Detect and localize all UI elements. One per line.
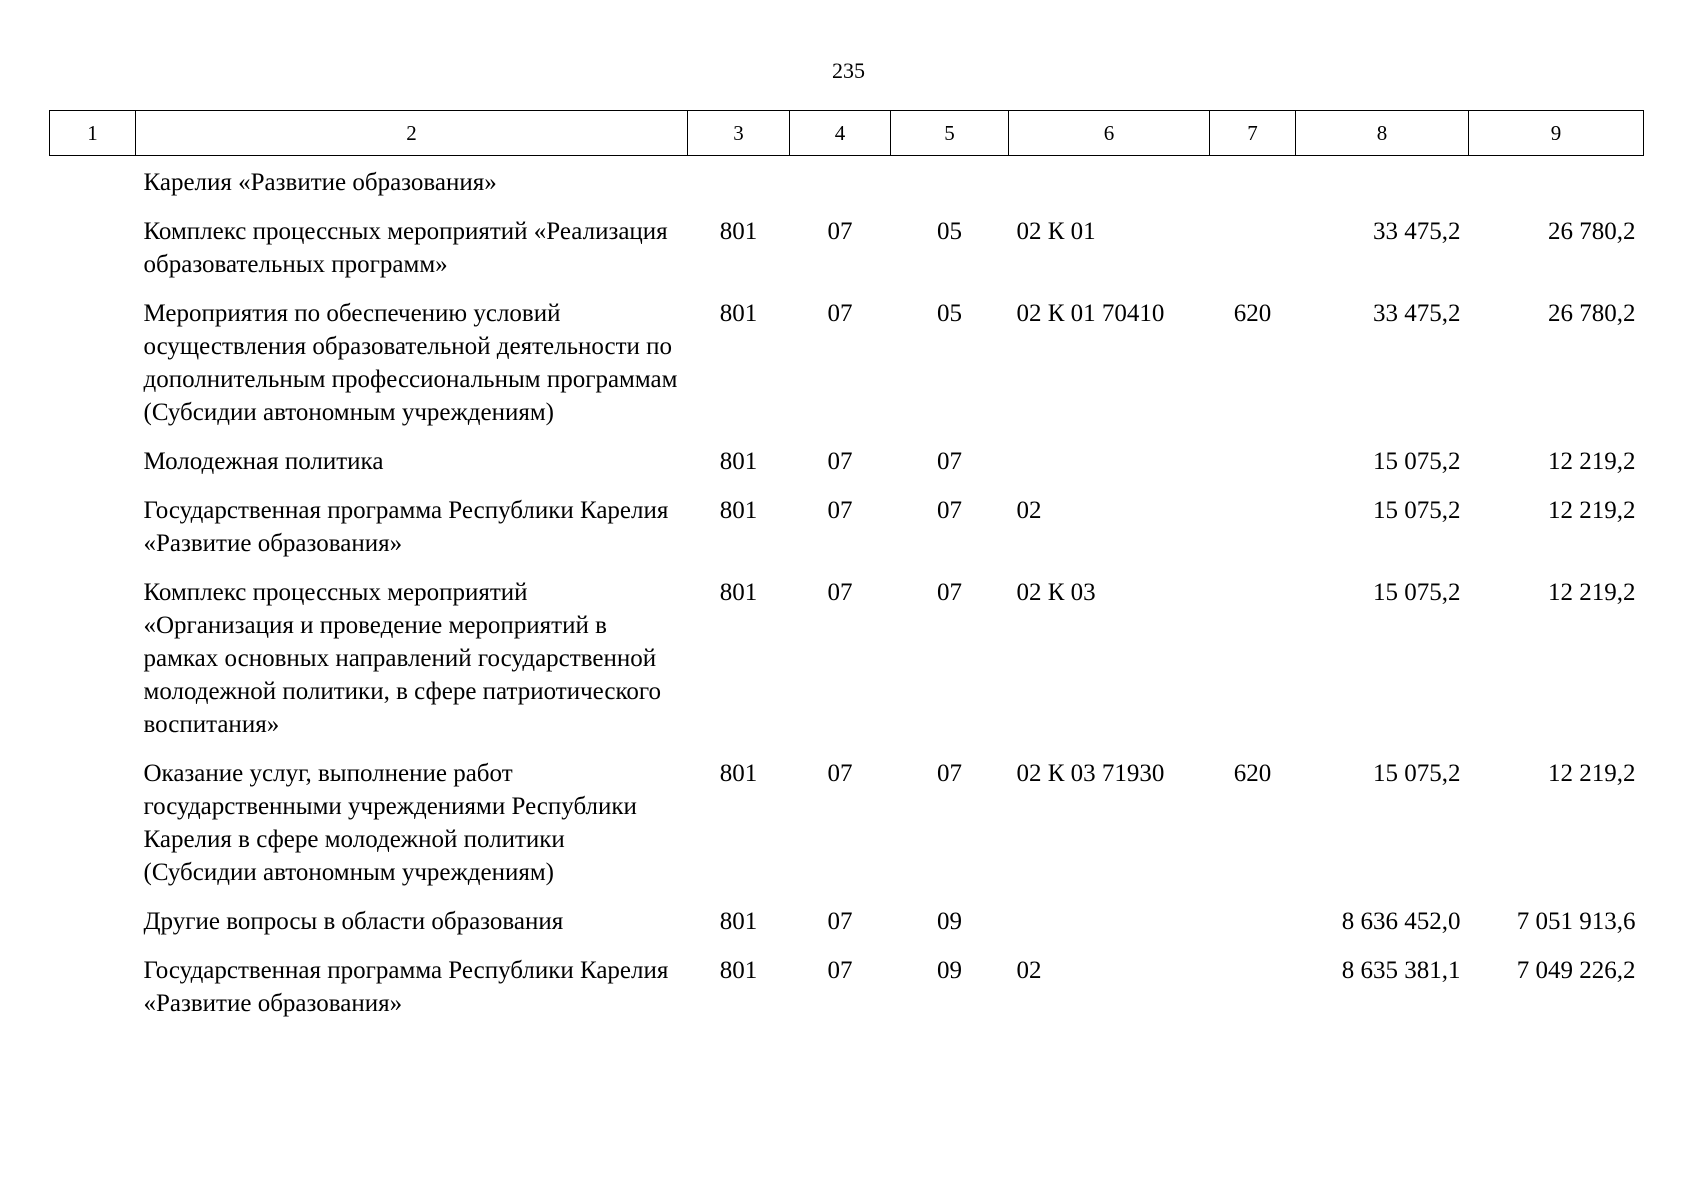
- budget-table: [49, 110, 1644, 1036]
- table-row: [50, 576, 1644, 757]
- cell-admin-code: 801: [719, 957, 758, 984]
- cell-amount-1: 15 075,2: [1373, 760, 1461, 787]
- table-row: [50, 445, 1644, 494]
- cell-expense-type: [1210, 445, 1296, 494]
- cell-target-article: 02 К 03: [1016, 579, 1096, 606]
- cell-col-1: [50, 905, 136, 954]
- cell-admin-code: 801: [719, 908, 758, 935]
- cell-name: Мероприятия по обеспечению условий осуществления образовательной деятельности по дополнительным профессиональным программам (Субсидии автономным учреждениям): [143, 300, 678, 426]
- cell-subsection: 09: [937, 908, 962, 935]
- cell-expense-type: [1210, 954, 1296, 1036]
- cell-amount-1: 33 475,2: [1373, 300, 1461, 327]
- cell-col-1: [50, 494, 136, 576]
- cell-col-1: [50, 156, 136, 216]
- cell-section: 07: [827, 957, 853, 984]
- cell-admin-code: 801: [719, 579, 758, 606]
- cell-expense-type: 620: [1233, 300, 1272, 327]
- cell-admin-code: 801: [719, 218, 758, 245]
- cell-col-1: [50, 215, 136, 297]
- cell-amount-1: 15 075,2: [1373, 579, 1461, 606]
- cell-admin-code: [688, 156, 790, 216]
- cell-subsection: 07: [937, 497, 962, 524]
- cell-admin-code: 801: [719, 497, 758, 524]
- cell-name: Комплекс процессных мероприятий «Организация и проведение мероприятий в рамках основных направлений государственной молодежной политики, в сфере патриотического воспитания»: [143, 579, 661, 738]
- cell-section: 07: [827, 218, 853, 245]
- cell-target-article: [1009, 445, 1210, 494]
- cell-col-1: [50, 297, 136, 445]
- cell-section: 07: [827, 300, 853, 327]
- cell-amount-1: 8 635 381,1: [1341, 957, 1461, 984]
- cell-subsection: [891, 156, 1009, 216]
- cell-target-article: [1009, 156, 1210, 216]
- cell-expense-type: [1210, 215, 1296, 297]
- cell-expense-type: [1210, 576, 1296, 757]
- header-col-9: 9: [1469, 111, 1644, 156]
- cell-expense-type: [1210, 905, 1296, 954]
- cell-expense-type: [1210, 156, 1296, 216]
- cell-amount-1: 33 475,2: [1373, 218, 1461, 245]
- header-col-2: 2: [136, 111, 688, 156]
- cell-amount-2: 12 219,2: [1548, 760, 1636, 787]
- cell-target-article: 02 К 01: [1016, 218, 1096, 245]
- cell-amount-1: [1296, 156, 1469, 216]
- cell-col-1: [50, 576, 136, 757]
- cell-subsection: 07: [937, 760, 962, 787]
- cell-amount-2: 26 780,2: [1548, 300, 1636, 327]
- cell-subsection: 09: [937, 957, 962, 984]
- cell-name: Оказание услуг, выполнение работ государственными учреждениями Республики Карелия в сфере молодежной политики (Субсидии автономным учреждениям): [143, 760, 637, 886]
- cell-name: Другие вопросы в области образования: [143, 908, 564, 935]
- header-col-8: 8: [1296, 111, 1469, 156]
- cell-section: 07: [827, 448, 853, 475]
- cell-col-1: [50, 757, 136, 905]
- cell-subsection: 05: [937, 300, 962, 327]
- header-row: [50, 111, 1644, 156]
- header-col-5: 5: [891, 111, 1009, 156]
- cell-amount-2: 26 780,2: [1548, 218, 1636, 245]
- header-col-6: 6: [1009, 111, 1210, 156]
- cell-col-1: [50, 954, 136, 1036]
- cell-amount-2: [1469, 156, 1644, 216]
- table-row: [50, 757, 1644, 905]
- header-col-4: 4: [790, 111, 891, 156]
- cell-section: [790, 156, 891, 216]
- cell-subsection: 05: [937, 218, 962, 245]
- table-header: [50, 111, 1644, 156]
- table-row: [50, 905, 1644, 954]
- table-row: [50, 954, 1644, 1036]
- cell-target-article: [1009, 905, 1210, 954]
- cell-amount-2: 12 219,2: [1548, 579, 1636, 606]
- cell-amount-1: 15 075,2: [1373, 448, 1461, 475]
- cell-name: Государственная программа Республики Карелия «Развитие образования»: [143, 497, 669, 557]
- cell-col-1: [50, 445, 136, 494]
- cell-admin-code: 801: [719, 448, 758, 475]
- table-row: [50, 494, 1644, 576]
- cell-section: 07: [827, 579, 853, 606]
- table-row: [50, 215, 1644, 297]
- cell-amount-2: 12 219,2: [1548, 448, 1636, 475]
- cell-section: 07: [827, 497, 853, 524]
- cell-target-article: 02: [1016, 497, 1042, 524]
- table-body: [50, 156, 1644, 1037]
- cell-amount-2: 7 051 913,6: [1516, 908, 1636, 935]
- cell-target-article: 02 К 01 70410: [1016, 300, 1165, 327]
- cell-name: Молодежная политика: [143, 448, 384, 475]
- header-col-3: 3: [688, 111, 790, 156]
- cell-amount-1: 8 636 452,0: [1341, 908, 1461, 935]
- cell-section: 07: [827, 760, 853, 787]
- cell-expense-type: 620: [1233, 760, 1272, 787]
- cell-amount-2: 12 219,2: [1548, 497, 1636, 524]
- cell-name: Карелия «Развитие образования»: [143, 169, 497, 196]
- cell-section: 07: [827, 908, 853, 935]
- table-row: [50, 297, 1644, 445]
- cell-subsection: 07: [937, 448, 962, 475]
- table-row: [50, 156, 1644, 216]
- cell-amount-1: 15 075,2: [1373, 497, 1461, 524]
- cell-target-article: 02: [1016, 957, 1042, 984]
- header-col-7: 7: [1210, 111, 1296, 156]
- cell-admin-code: 801: [719, 300, 758, 327]
- cell-target-article: 02 К 03 71930: [1016, 760, 1165, 787]
- header-col-1: 1: [50, 111, 136, 156]
- cell-name: Государственная программа Республики Карелия «Развитие образования»: [143, 957, 669, 1017]
- cell-admin-code: 801: [719, 760, 758, 787]
- cell-amount-2: 7 049 226,2: [1516, 957, 1636, 984]
- cell-expense-type: [1210, 494, 1296, 576]
- page-number: 235: [832, 58, 865, 83]
- cell-name: Комплекс процессных мероприятий «Реализация образовательных программ»: [143, 218, 668, 278]
- cell-subsection: 07: [937, 579, 962, 606]
